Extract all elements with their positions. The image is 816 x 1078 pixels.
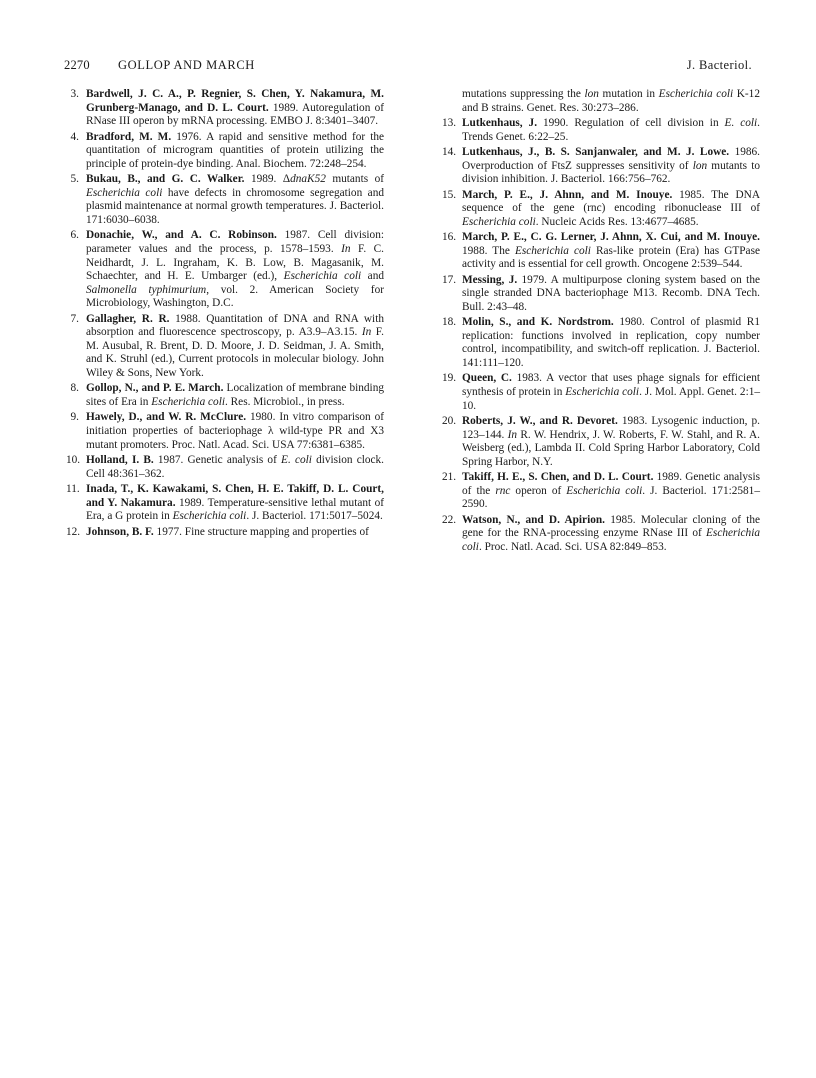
reference-number: 20. bbox=[442, 415, 457, 428]
reference-authors: Gallagher, R. R. bbox=[86, 312, 170, 325]
reference-authors: Johnson, B. F. bbox=[86, 525, 154, 538]
reference-text: , vol. 2. American Society for Microbiology, Washington, D.C. bbox=[86, 283, 384, 310]
reference-authors: Hawely, D., and W. R. McClure. bbox=[86, 411, 247, 424]
italic-text: In bbox=[507, 428, 518, 441]
reference-text: Localization of membrane binding sites of Era in bbox=[86, 382, 384, 409]
italic-text: Escherichia coli bbox=[283, 270, 362, 283]
references-right-column bbox=[442, 88, 760, 556]
italic-text: Escherichia coli bbox=[462, 215, 536, 228]
running-header-authors: GOLLOP AND MARCH bbox=[118, 58, 255, 72]
reference-text: 1979. A multipurpose cloning system based on the single stranded DNA bacteriophage M13. Recomb. DNA Tech. Bull. 2:43–48. bbox=[462, 273, 760, 313]
reference-entry bbox=[442, 231, 760, 272]
reference-text: . J. Bacteriol. 171:5017–5024. bbox=[246, 510, 383, 523]
reference-text: 1985. The DNA sequence of the gene (rnc) encoding ribonuclease III of bbox=[462, 188, 760, 215]
references-left-column bbox=[66, 88, 384, 541]
reference-entry bbox=[442, 146, 760, 187]
reference-number: 19. bbox=[442, 372, 457, 385]
reference-authors: Donachie, W., and A. C. Robinson. bbox=[86, 229, 277, 242]
italic-text: Escherichia coli bbox=[658, 88, 734, 100]
reference-authors: Bukau, B., and G. C. Walker. bbox=[86, 173, 245, 186]
journal-name: J. Bacteriol. bbox=[686, 58, 752, 72]
reference-authors: Lutkenhaus, J. bbox=[462, 116, 538, 129]
reference-text: . J. Mol. Appl. Genet. 2:1–10. bbox=[462, 386, 760, 412]
reference-number: 13. bbox=[442, 116, 457, 129]
reference-authors: Inada, T., K. Kawakami, S. Chen, H. E. Takiff, D. L. Court, and Y. Nakamura. bbox=[86, 483, 384, 509]
reference-entry bbox=[66, 526, 384, 540]
reference-entry bbox=[66, 131, 384, 172]
reference-text: 1983. A vector that uses phage signals for efficient synthesis of protein in bbox=[462, 372, 761, 399]
reference-text: 1988. The bbox=[462, 244, 515, 257]
italic-text: Salmonella typhimurium bbox=[86, 283, 207, 296]
reference-text: 1983. Lysogenic induction, p. 123–144. bbox=[462, 415, 760, 441]
reference-number: 8. bbox=[70, 382, 79, 395]
italic-text: lon bbox=[692, 159, 708, 172]
reference-text: K-12 and B strains. Genet. Res. 30:273–286. bbox=[462, 88, 760, 114]
reference-text: . Trends Genet. 6:22–25. bbox=[462, 116, 760, 143]
reference-text: 1988. Quantitation of DNA and RNA with absorption and fluorescence spectroscopy, p. A3.9–A3.15. bbox=[86, 312, 384, 339]
reference-authors: Molin, S., and K. Nordstrom. bbox=[462, 316, 614, 329]
reference-number: 14. bbox=[442, 145, 457, 158]
italic-text: Escherichia coli bbox=[462, 527, 760, 553]
reference-text: 1980. In vitro comparison of initiation properties of bacteriophage λ wild-type PR and X3 mutant promoters. Proc. Natl. Acad. Sci. USA 77:6381–6385. bbox=[86, 411, 384, 451]
reference-number: 7. bbox=[70, 312, 79, 325]
reference-text: F. M. Ausubal, R. Brent, D. D. Moore, J. D. Seidman, J. A. Smith, and K. Struhl (ed.), Current protocols in molecular biology. John Wiley & Sons, New York. bbox=[86, 326, 384, 380]
reference-text: mutation in bbox=[598, 88, 659, 100]
reference-number: 17. bbox=[442, 273, 457, 286]
reference-text: mutants of bbox=[325, 173, 384, 186]
reference-text: 1976. A rapid and sensitive method for the quantitation of microgram quantities of protein utilizing the principle of protein-dye binding. Anal. Biochem. 72:248–254. bbox=[86, 130, 384, 170]
reference-text: . Proc. Natl. Acad. Sci. USA 82:849–853. bbox=[478, 540, 667, 553]
reference-authors: Watson, N., and D. Apirion. bbox=[462, 513, 605, 526]
reference-authors: Lutkenhaus, J., B. S. Sanjanwaler, and M. J. Lowe. bbox=[462, 145, 730, 158]
reference-text: division clock. Cell 48:361–362. bbox=[86, 454, 384, 480]
reference-text: . Res. Microbiol., in press. bbox=[225, 396, 345, 409]
reference-entry bbox=[442, 316, 760, 370]
reference-entry bbox=[442, 415, 760, 469]
reference-text: mutants to division inhibition. J. Bacteriol. 166:756–762. bbox=[462, 159, 760, 186]
italic-text: dnaK52 bbox=[290, 173, 326, 186]
reference-text: 1987. Genetic analysis of bbox=[153, 454, 282, 467]
reference-authors: Holland, I. B. bbox=[86, 454, 154, 467]
reference-text: 1980. Control of plasmid R1 replication: functions involved in replication, copy number control, incompatibility, and switch-off replication. J. Bacteriol. 141:111–120. bbox=[462, 316, 760, 370]
reference-text: R. W. Hendrix, J. W. Roberts, F. W. Stahl, and R. A. Weisberg (ed.), Lambda II. Cold Spring Harbor Laboratory, Cold Spring Harbor, N.Y. bbox=[462, 428, 760, 468]
reference-number: 4. bbox=[70, 130, 79, 143]
page-number: 2270 bbox=[64, 58, 90, 72]
reference-text: 1985. Molecular cloning of the gene for the RNA-processing enzyme RNase III of bbox=[462, 513, 761, 540]
reference-text: 1977. Fine structure mapping and properties of bbox=[153, 525, 369, 538]
reference-authors: Bardwell, J. C. A., P. Regnier, S. Chen, Y. Nakamura, M. Grunberg-Manago, and D. L. Court. bbox=[86, 88, 384, 114]
italic-text: Escherichia coli bbox=[86, 186, 163, 199]
reference-entry bbox=[66, 313, 384, 381]
reference-entry bbox=[66, 88, 384, 129]
reference-text: 1989. Genetic analysis of the bbox=[462, 471, 760, 497]
reference-text: . J. Bacteriol. 171:2581–2590. bbox=[462, 484, 760, 511]
italic-text: Escherichia coli bbox=[514, 244, 591, 257]
reference-entry bbox=[66, 411, 384, 452]
reference-entry bbox=[442, 189, 760, 230]
reference-text: 1987. Cell division: parameter values and the process, p. 1578–1593. bbox=[86, 229, 384, 255]
italic-text: Escherichia coli bbox=[565, 386, 640, 399]
reference-number: 21. bbox=[442, 471, 457, 484]
italic-text: In bbox=[341, 242, 351, 255]
reference-number: 18. bbox=[442, 316, 457, 329]
reference-number: 5. bbox=[70, 173, 79, 186]
reference-text: mutations suppressing the bbox=[462, 88, 585, 100]
reference-text: have defects in chromosome segregation and plasmid maintenance at normal growth temperatures. J. Bacteriol. 171:6030–6038. bbox=[86, 186, 384, 226]
reference-entry bbox=[66, 382, 384, 409]
reference-text: operon of bbox=[510, 484, 567, 497]
reference-authors: March, P. E., J. Ahnn, and M. Inouye. bbox=[462, 188, 673, 201]
reference-text: 1989. Autoregulation of RNase III operon by mRNA processing. EMBO J. 8:3401–3407. bbox=[86, 101, 384, 128]
reference-continuation bbox=[442, 88, 760, 115]
reference-entry bbox=[442, 471, 760, 512]
reference-number: 16. bbox=[442, 231, 457, 244]
reference-text: 1989. Δ bbox=[244, 173, 291, 186]
reference-text: 1990. Regulation of cell division in bbox=[537, 116, 725, 129]
reference-entry bbox=[66, 454, 384, 481]
reference-authors: Queen, C. bbox=[462, 372, 512, 385]
reference-authors: Messing, J. bbox=[462, 273, 518, 286]
reference-text: 1989. Temperature-sensitive lethal mutant of Era, a G protein in bbox=[86, 496, 384, 523]
reference-entry bbox=[442, 117, 760, 144]
reference-number: 11. bbox=[66, 483, 80, 495]
italic-text: Escherichia coli bbox=[151, 396, 225, 409]
running-header bbox=[64, 58, 752, 74]
reference-authors: March, P. E., C. G. Lerner, J. Ahnn, X. Cui, and M. Inouye. bbox=[462, 231, 760, 244]
italic-text: lon bbox=[584, 88, 599, 100]
reference-number: 6. bbox=[70, 229, 79, 242]
reference-number: 22. bbox=[442, 513, 457, 526]
reference-authors: Gollop, N., and P. E. March. bbox=[86, 382, 224, 395]
reference-number: 10. bbox=[66, 454, 81, 467]
reference-entry bbox=[442, 274, 760, 315]
reference-text: and bbox=[361, 270, 384, 283]
reference-text: F. C. Neidhardt, J. L. Ingraham, K. B. Low, B. Magasanik, M. Schaechter, and H. E. Umbarger (ed.), bbox=[86, 242, 384, 283]
reference-text: Ras-like protein (Era) has GTPase activity and is essential for cell growth. Oncogene 2:539–544. bbox=[462, 244, 760, 271]
reference-authors: Takiff, H. E., S. Chen, and D. L. Court. bbox=[462, 471, 654, 484]
reference-authors: Bradford, M. M. bbox=[86, 130, 172, 143]
reference-text: . Nucleic Acids Res. 13:4677–4685. bbox=[535, 215, 699, 228]
italic-text: In bbox=[361, 326, 372, 339]
italic-text: rnc bbox=[495, 484, 511, 497]
italic-text: E. coli bbox=[281, 454, 312, 467]
reference-entry bbox=[66, 483, 384, 524]
reference-text: 1986. Overproduction of FtsZ suppresses sensitivity of bbox=[462, 145, 760, 172]
italic-text: Escherichia coli bbox=[566, 484, 643, 497]
reference-number: 9. bbox=[70, 411, 79, 424]
reference-entry bbox=[442, 372, 760, 413]
reference-number: 15. bbox=[442, 188, 457, 201]
italic-text: E. coli bbox=[724, 116, 758, 129]
reference-entry bbox=[442, 514, 760, 555]
italic-text: Escherichia coli bbox=[172, 510, 247, 523]
reference-number: 3. bbox=[70, 88, 79, 100]
reference-entry bbox=[66, 229, 384, 311]
reference-number: 12. bbox=[66, 525, 81, 538]
reference-entry bbox=[66, 173, 384, 227]
reference-authors: Roberts, J. W., and R. Devoret. bbox=[462, 415, 618, 428]
